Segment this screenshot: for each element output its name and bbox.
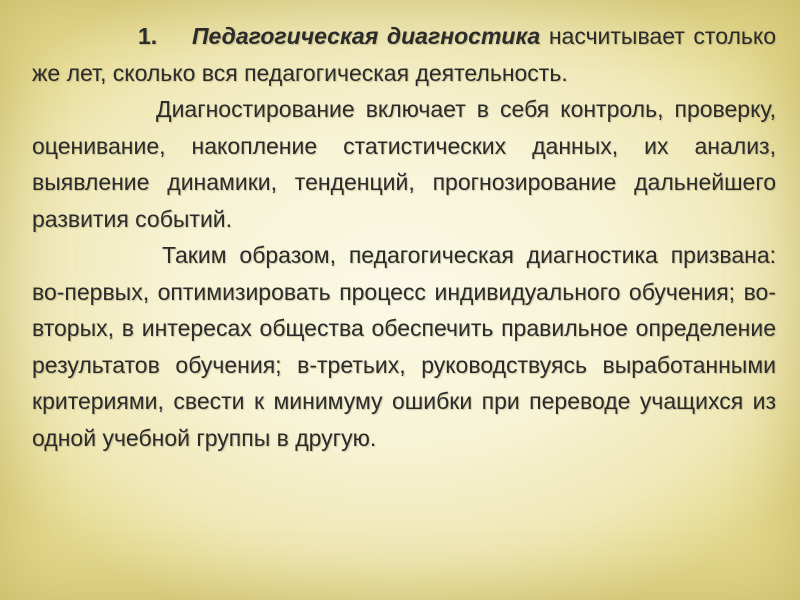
paragraph-history-text: насчитывает столько же лет, сколько вся педагогическая деятельность. [32,23,776,86]
paragraph-number: 1. [138,23,158,49]
paragraph-diagnosing: Диагностирование включает в себя контроль, проверку, оценивание, накопление статистических данных, их анализ, выявление динамики, тенденций, прогнозирование дальнейшего развития событий. [32,96,776,232]
emphasized-term: Педагогическая диагностика [192,23,541,49]
paragraph-history [32,18,776,91]
slide-text-body [32,18,776,456]
paragraph-purpose: Таким образом, педагогическая диагностика призвана: во-первых, оптимизировать процесс индивидуального обучения; во-вторых, в интересах общества обеспечить правильное определение результатов обучения; в-третьих, руководствуясь выработанными критериями, свести к минимуму ошибки при переводе учащихся из одной учебной группы в другую. [32,242,776,451]
